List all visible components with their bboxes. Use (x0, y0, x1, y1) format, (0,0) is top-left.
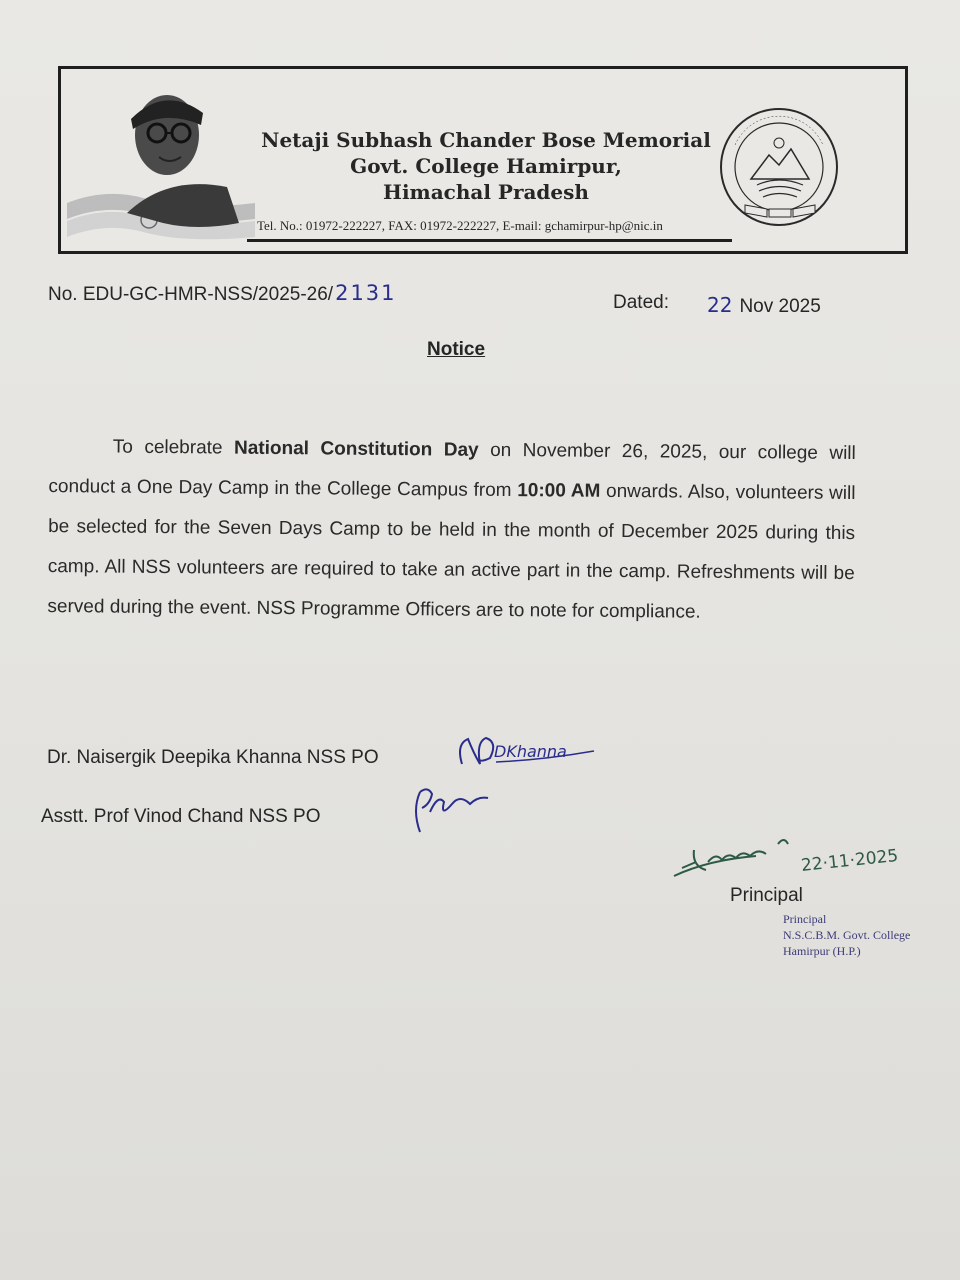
signature-khanna (452, 730, 602, 776)
college-name (251, 127, 721, 205)
signatory-khanna-label: Dr. Naisergik Deepika Khanna NSS PO (47, 747, 379, 768)
signature-vinod (410, 782, 496, 840)
notice-title: Notice (427, 339, 486, 360)
reference-number (48, 281, 397, 306)
college-name-line-3: Himachal Pradesh (383, 180, 589, 204)
stamp-line-2: N.S.C.B.M. Govt. College (783, 928, 911, 942)
body-intro: To celebrate (112, 436, 235, 459)
body-event-bold: National Constitution Day (233, 437, 479, 461)
body-part-2: on November 26, 2025, our college will conduct a One Day Camp in the College Campus from (48, 439, 856, 502)
body-part-3: onwards. Also, volunteers will be selected for the Seven Days Camp to be held in the month of December 2025 during this camp. All NSS volunteers are required to take an active part in the camp. Refreshments will be served during the event. NSS Programme Officers are to note for compliance. (47, 480, 856, 623)
contact-details: Tel. No.: 01972-222227, FAX: 01972-222227, E-mail: gchamirpur-hp@nic.in (257, 218, 663, 233)
notice-body (47, 427, 856, 634)
dated-value (707, 293, 821, 318)
college-seal-logo (717, 105, 842, 230)
letterhead-rule (247, 239, 732, 242)
reference-printed: No. EDU-GC-HMR-NSS/2025-26/ (48, 284, 334, 305)
college-name-line-1: Netaji Subhash Chander Bose Memorial (261, 128, 711, 152)
signature-khanna-text: DKhanna (494, 742, 567, 761)
signatory-vinod-label: Asstt. Prof Vinod Chand NSS PO (41, 806, 321, 827)
reference-handwritten: 2131 (335, 281, 397, 305)
netaji-portrait-image (67, 75, 257, 245)
stamp-line-1: Principal (783, 912, 827, 926)
principal-stamp (783, 911, 910, 959)
stamp-line-3: Hamirpur (H.P.) (783, 944, 861, 958)
body-time-bold: 10:00 AM (517, 480, 601, 502)
college-name-line-2: Govt. College Hamirpur, (350, 154, 622, 178)
dated-handwritten-day: 22 (707, 293, 733, 317)
principal-title: Principal (730, 885, 803, 906)
letterhead (58, 66, 908, 254)
principal-sign-date: 22·11·2025 (800, 845, 900, 877)
dated-month-year: Nov 2025 (739, 296, 821, 317)
dated-label: Dated: (613, 292, 669, 313)
